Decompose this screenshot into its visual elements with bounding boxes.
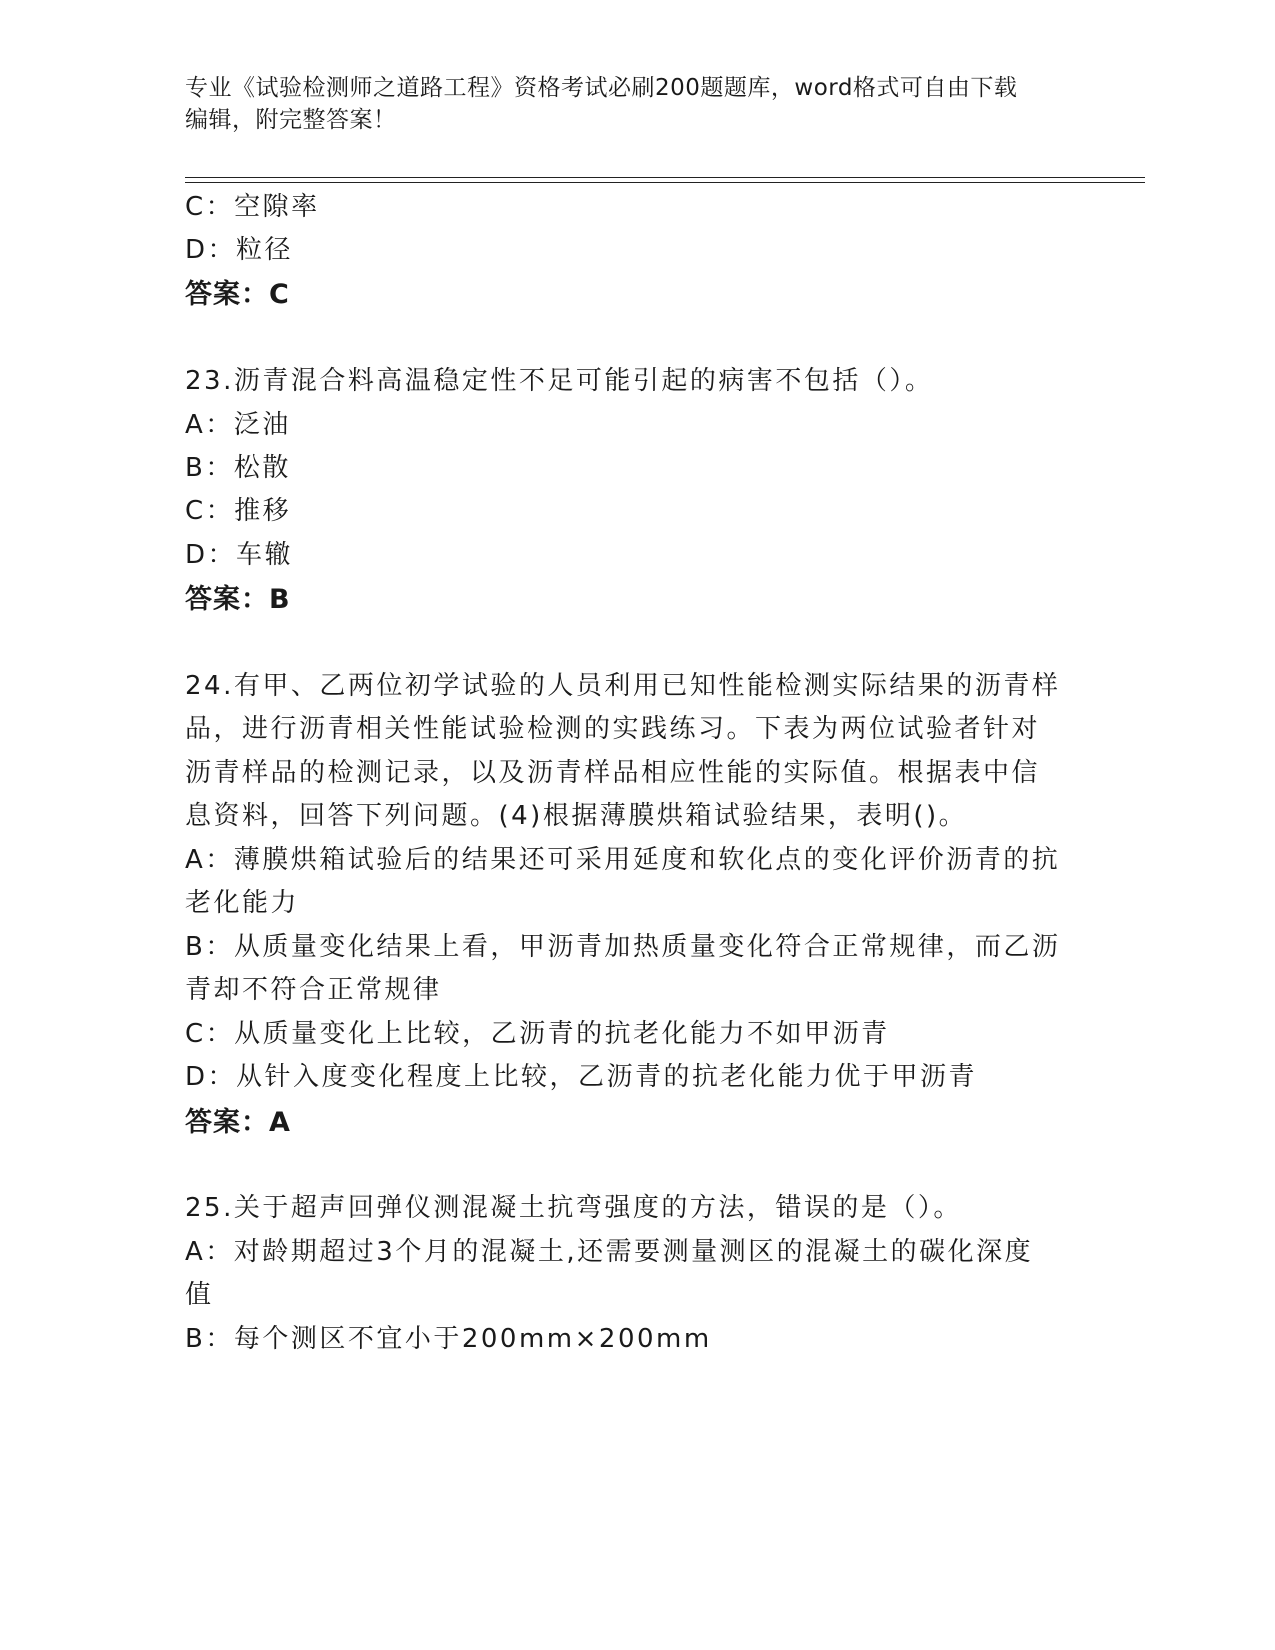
q25-option-a-line-1: A：对龄期超过3个月的混凝土,还需要测量测区的混凝土的碳化深度 [185,1237,1034,1267]
q23-option-a: A：泛油 [185,410,291,440]
q24-option-d: D：从针入度变化程度上比较，乙沥青的抗老化能力优于甲沥青 [185,1062,978,1092]
q25-option-a-line-2: 值 [185,1280,214,1310]
q24-answer: 答案：A [185,1107,291,1138]
q25-option-b: B：每个测区不宜小于200mm×200mm [185,1324,712,1354]
q23-option-c: C：推移 [185,496,292,526]
header-divider-bottom [185,182,1145,183]
q22-option-d: D：粒径 [185,235,294,265]
q24-stem-line-1: 24.有甲、乙两位初学试验的人员利用已知性能检测实际结果的沥青样 [185,671,1061,701]
q23-answer: 答案：B [185,584,291,615]
page-header [185,72,1065,136]
q24-stem-line-2: 品，进行沥青相关性能试验检测的实践练习。下表为两位试验者针对 [185,714,1041,744]
q23-stem: 23.沥青混合料高温稳定性不足可能引起的病害不包括（）。 [185,366,934,396]
q24-option-a-line-1: A：薄膜烘箱试验后的结果还可采用延度和软化点的变化评价沥青的抗 [185,845,1061,875]
q24-option-b-line-2: 青却不符合正常规律 [185,975,442,1005]
q23-option-d: D：车辙 [185,540,294,570]
q24-option-c: C：从质量变化上比较，乙沥青的抗老化能力不如甲沥青 [185,1019,890,1049]
q24-option-b-line-1: B：从质量变化结果上看，甲沥青加热质量变化符合正常规律，而乙沥 [185,932,1061,962]
q24-option-a-line-2: 老化能力 [185,888,300,918]
header-divider-top [185,177,1145,178]
header-title-line-1: 专业《试验检测师之道路工程》资格考试必刷200题题库，word格式可自由下载 [185,75,1018,101]
q23-option-b: B：松散 [185,453,291,483]
q25-stem: 25.关于超声回弹仪测混凝土抗弯强度的方法，错误的是（）。 [185,1193,962,1223]
header-title-line-2: 编辑，附完整答案！ [185,107,397,133]
q22-answer: 答案：C [185,279,290,310]
q24-stem-line-3: 沥青样品的检测记录，以及沥青样品相应性能的实际值。根据表中信 [185,758,1041,788]
q22-option-c: C：空隙率 [185,192,320,222]
q24-stem-line-4: 息资料，回答下列问题。(4)根据薄膜烘箱试验结果，表明()。 [185,801,968,831]
